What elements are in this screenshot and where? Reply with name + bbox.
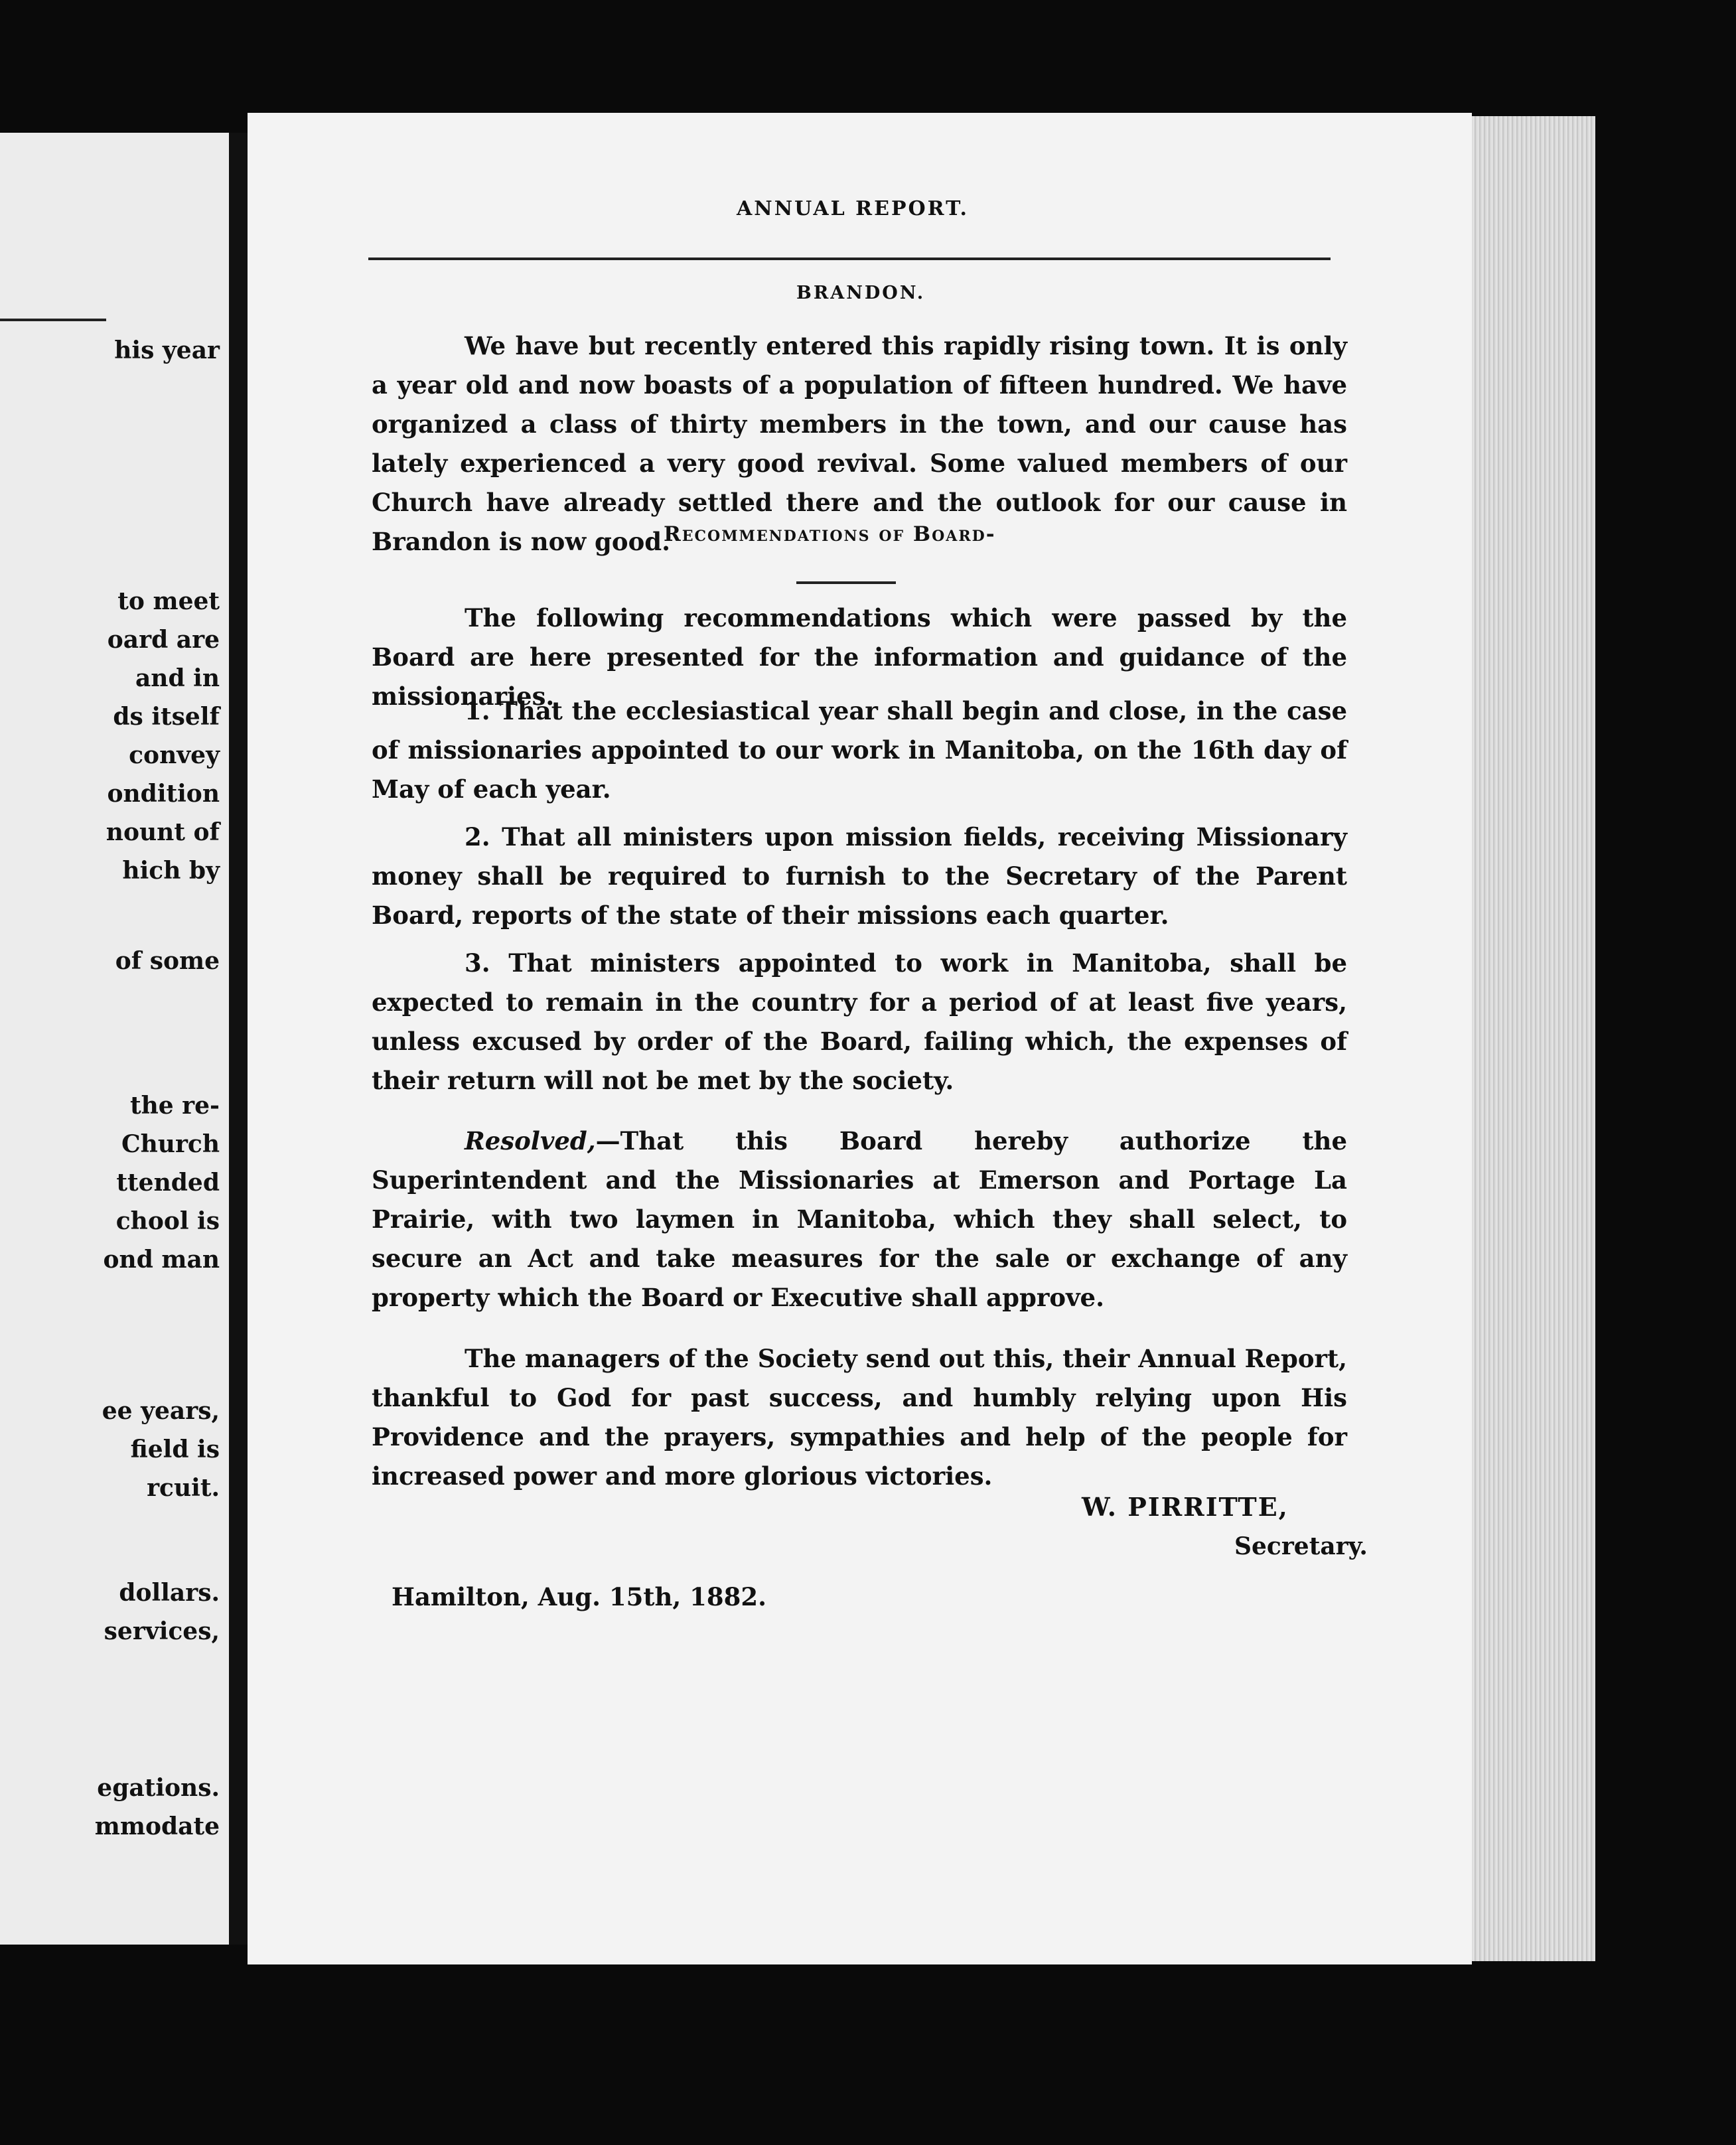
dateline: Hamilton, Aug. 15th, 1882. — [392, 1582, 766, 1611]
resolved-paragraph — [372, 1122, 1347, 1317]
left-page-line: chool is — [115, 1207, 220, 1235]
left-page-line: field is — [130, 1436, 220, 1463]
left-page-line: ds itself — [113, 703, 220, 731]
left-page-line: convey — [129, 741, 220, 769]
left-page-line: ttended — [116, 1169, 220, 1197]
section-title: BRANDON. — [796, 283, 926, 303]
left-page-line: to meet — [117, 587, 220, 615]
left-page-line: hich by — [122, 857, 220, 885]
recommendation-item: 2. That all ministers upon mission fields, receiving Missionary money shall be required to furnish to the Secretary of the Parent Board, reports of the state of their missions each quarter. — [372, 822, 1347, 930]
resolved-label: Resolved, — [465, 1126, 596, 1155]
left-page-line: the re- — [129, 1092, 220, 1120]
left-page-rule — [0, 319, 106, 321]
running-header: ANNUAL REPORT. — [737, 197, 969, 220]
left-page-line: of some — [115, 947, 220, 975]
recommendations-heading: Recommendations of Board- — [664, 522, 996, 546]
left-page-line: ondition — [107, 780, 220, 808]
left-page-line: rcuit. — [147, 1474, 220, 1502]
header-rule — [368, 258, 1331, 260]
recommendation-item: 1. That the ecclesiastical year shall begin and close, in the case of missionaries appointed to our work in Manitoba, on the 16th day of May of each year. — [372, 696, 1347, 804]
left-page-line: mmodate — [94, 1812, 220, 1840]
signature-title: Secretary. — [1234, 1532, 1368, 1560]
left-page-line: nount of — [106, 818, 220, 846]
left-page-line: oard are — [107, 626, 220, 654]
heading-rule — [796, 581, 896, 584]
left-page-line: services, — [104, 1617, 220, 1645]
recommendation-item: 3. That ministers appointed to work in Manitoba, shall be expected to remain in the country for a period of at least five years, unless excused by order of the Board, failing which, the expenses of their return will not be met by the society. — [372, 948, 1347, 1095]
brandon-paragraph: We have but recently entered this rapidly rising town. It is only a year old and now boasts of a population of fifteen hundred. We have organized a class of thirty members in the town, and our cause has lately experienced a very good revival. Some valued members of our Church have already settled there and the outlook for our cause in Brandon is now good. — [372, 331, 1347, 556]
left-page-line: Church — [121, 1130, 220, 1158]
left-page-line: ee years, — [102, 1397, 220, 1425]
left-page-line: his year — [114, 336, 220, 364]
intro-paragraph: The following recommendations which were passed by the Board are here presented for the information and guidance of the missionaries. — [372, 603, 1347, 711]
left-page-line: egations. — [97, 1774, 220, 1802]
left-page-line: and in — [135, 664, 220, 692]
signature-name: W. PIRRITTE, — [1082, 1492, 1289, 1522]
page-edges — [1472, 116, 1595, 1961]
left-page-line: dollars. — [119, 1579, 220, 1607]
book-gutter — [229, 133, 248, 1945]
resolved-text: —That this Board hereby authorize the Superintendent and the Missionaries at Emerson and Portage La Prairie, with two laymen in Manitoba, which they shall select, to secure an Act and take measures for the sale or exchange of any property which the Board or Executive shall approve. — [372, 1126, 1347, 1312]
closing-paragraph: The managers of the Society send out this, their Annual Report, thankful to God for past success, and humbly relying upon His Providence and the prayers, sympathies and help of the people for increased power and more glorious victories. — [372, 1344, 1347, 1491]
left-page-line: ond man — [103, 1246, 220, 1274]
left-page — [0, 133, 229, 1945]
